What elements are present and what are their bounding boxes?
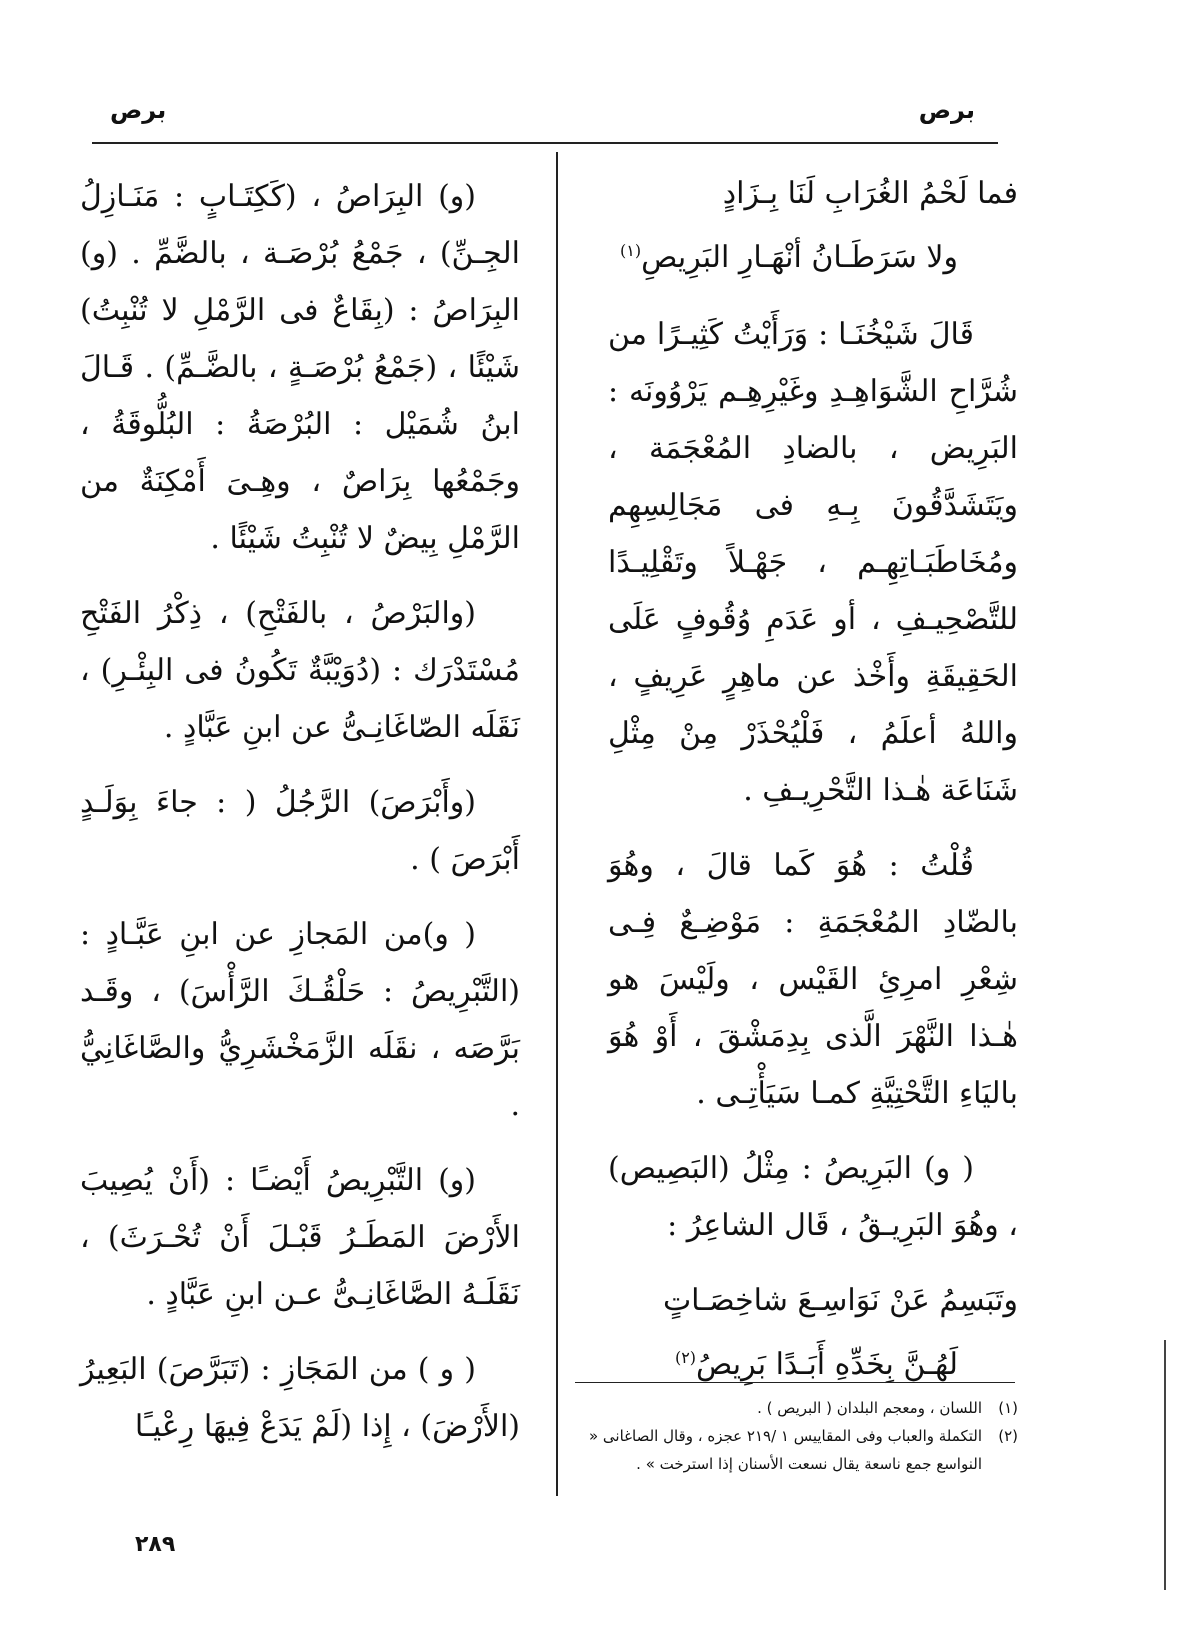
right-column — [608, 165, 1018, 1413]
paragraph-al-biras: (و) البِرَاصُ ، (كَكِتَـابٍ : مَنَـازِلُ الجِـنِّ) ، جَمْعُ بُرْصَـة ، بالضَّمِّ . (و) البِرَاصُ : (بِقَاعٌ فى الرَّمْلِ لا تُنْبِتُ) شَيْئًا ، (جَمْعُ بُرْصَـةٍ ، بالضَّـمِّ) . قَـالَ ابنُ شُمَيْل : البُرْصَةُ : البُلُّوقَةُ ، وجَمْعُها بِرَاصٌ ، وهِـىَ أَمْكِنَةٌ من الرَّمْلِ بِيضٌ لا تُنْبِتُ شَيْئًا . — [80, 179, 520, 556]
verse-2-line-2 — [608, 1329, 1018, 1393]
footnote-2-number: (٢) — [998, 1427, 1018, 1445]
paragraph-tabris-1: ( و)من المَجازِ عن ابنِ عَبَّـادٍ : (التَّبْرِيصُ : حَلْقُـكَ الرَّأْسَ) ، وقَـد بَرَّصَه ، نقَلَه الزَّمَخْشَرِيُّ والصَّاغَانِيُّ . — [80, 917, 520, 1123]
footnote-2 — [578, 1422, 1018, 1478]
footnotes — [578, 1394, 1018, 1478]
paragraph-al-baris: ( و) البَرِيصُ : مِثْلُ (البَصِيص) ، وهُوَ البَرِيـقُ ، قَال الشاعِرُ : — [608, 1151, 1018, 1243]
footnote-1-number: (١) — [998, 1399, 1018, 1417]
footnote-1-text: اللسان ، ومعجم البلدان ( البريص ) . — [757, 1399, 982, 1417]
footnote-rule — [575, 1382, 1015, 1383]
verse-1-line-1: فما لَحْمُ الغُرَابِ لَنَا بِـزَادٍ — [722, 176, 1018, 211]
paragraph-abrasa: (وأَبْرَصَ) الرَّجُلُ ( : جاءَ بِوَلَـدٍ أَبْرَصَ ) . — [80, 785, 520, 877]
verse-1-line-2-text: ولا سَرَطَـانُ أنْهَـارِ البَرِيصِ — [641, 240, 958, 275]
running-head-right: برص — [918, 96, 975, 124]
paragraph-al-bars: (والبَرْصُ ، بالفَتْحِ) ، ذِكْرُ الفَتْحِ مُسْتَدْرَك : (دُوَيْبَّةٌ تَكُونُ فى البِئْـرِ) ، نَقَلَه الصّاغَانِـىُّ عن ابنِ عَبَّادٍ . — [80, 596, 520, 745]
verse-2-line-1: وتَبَسِمُ عَنْ نَوَاسِـعَ شاخِصَـاتٍ — [662, 1283, 1018, 1318]
verse-2-line-2-text: لَهُـنَّ بِخَدِّهِ أَبَـدًا بَرِيصُ — [696, 1347, 958, 1382]
footnote-mark-1: (١) — [620, 241, 642, 260]
column-divider — [556, 152, 558, 1496]
page-number: ٢٨٩ — [135, 1532, 176, 1557]
scan-edge-line — [1164, 1340, 1166, 1590]
footnote-1 — [578, 1394, 1018, 1422]
verse-1 — [608, 165, 1018, 286]
header-rule — [92, 142, 998, 144]
left-column — [80, 168, 520, 1473]
footnote-2-text: التكملة والعباب وفى المقاييس ١ /٢١٩ عجزه ، وقال الصاغانى « النواسع جمع ناسعة يقال نسعت الأسنان إذا استرخت » . — [588, 1427, 982, 1473]
verse-2 — [608, 1272, 1018, 1393]
paragraph-tabris-2: (و) التَّبْرِيصُ أَيْضـًا : (أَنْ يُصِيبَ الأَرْضَ المَطَـرُ قَبْـلَ أَنْ تُحْـرَثَ) ، نَقَلَـهُ الصَّاغَانِـىُّ عـن ابنِ عَبَّادٍ . — [80, 1163, 520, 1312]
paragraph-qultu: قُلْتُ : هُوَ كَما قالَ ، وهُوَ بالضّادِ المُعْجَمَةِ : مَوْضِـعٌ فِـى شِعْرِ امرِئِ القَيْس ، ولَيْسَ هو هٰـذا النَّهْرَ الَّذى بِدِمَشْقَ ، أَوْ هُوَ باليَاءِ التَّحْتِيَّةِ كمـا سَيَأْتِـى . — [608, 848, 1018, 1111]
paragraph-shaykhuna: قَالَ شَيْخُنَـا : وَرَأَيْتُ كَثِيـرًا من شُرَّاحِ الشَّوَاهِـدِ وغَيْرِهِـم يَرْوُونَه : البَرِيض ، بالضادِ المُعْجَمَة ، ويَتَشَدَّقُونَ بِـهِ فى مَجَالِسِهِم ومُخَاطَبَـاتِهِـم ، جَهْـلاً وتَقْلِيـدًا للتَّصْحِيـفِ ، أو عَدَمِ وُقُوفٍ عَلَى الحَقِيقَةِ وأَخْذ عن ماهِرٍ عَرِيفٍ ، واللهُ أعلَمُ ، فَلْيُحْذَرْ مِنْ مِثْلِ شَنَاعَة هٰـذا التَّحْرِيـفِ . — [608, 317, 1018, 808]
paragraph-tabarrasa: ( و ) من المَجَازِ : (تَبَرَّصَ) البَعِيرُ (الأَرْضَ) ، إِذا (لَمْ يَدَعْ فِيهَا رِعْيـًا — [80, 1352, 520, 1444]
verse-1-line-2 — [608, 222, 1018, 286]
running-head-left: برص — [110, 96, 167, 124]
footnote-mark-2: (٢) — [674, 1348, 697, 1367]
